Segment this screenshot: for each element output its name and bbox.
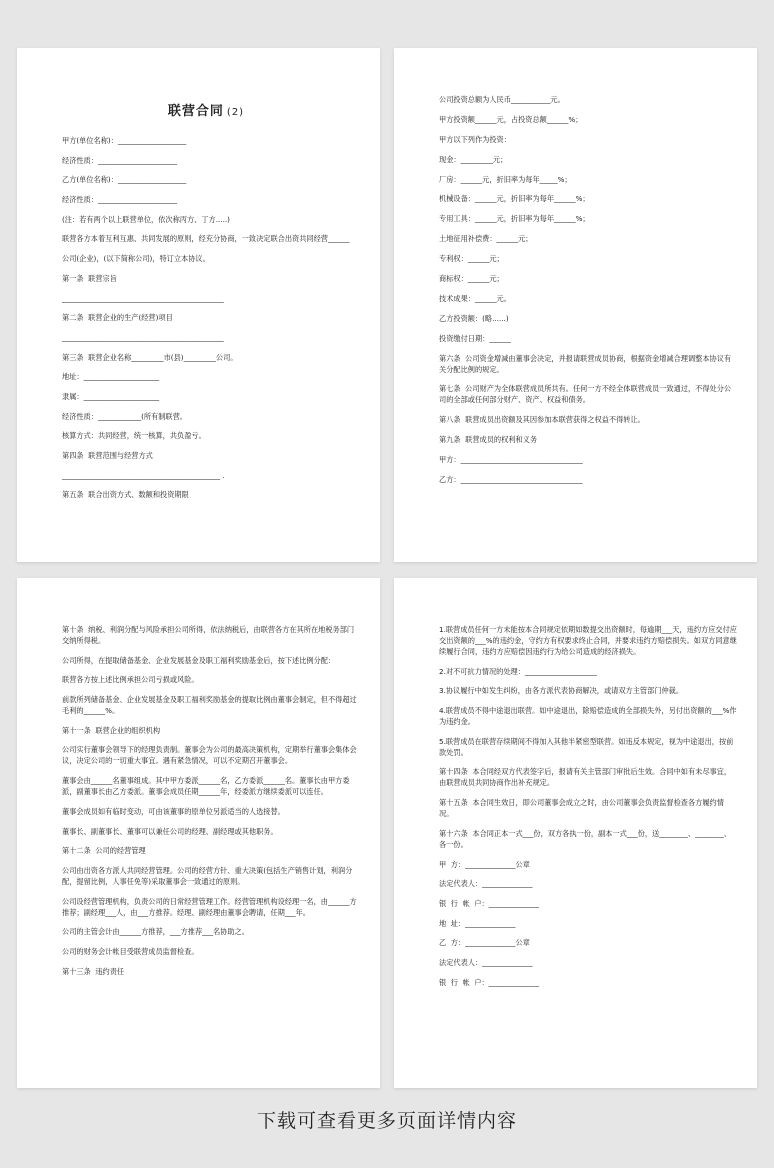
- page-1-body: [62, 135, 360, 500]
- text-line: 公司设经营管理机构，负责公司的日常经营管理工作。经营管理机构设经理一名，由______方推荐；副经理___人，由___方推荐。经理、副经理由董事会聘请，任期___年。: [62, 896, 357, 917]
- text-line: 董事长、副董事长、董事可以兼任公司的经理、副经理或其他职务。: [62, 826, 278, 836]
- text-line: 联营各方按上述比例承担公司亏损或风险。: [62, 675, 199, 685]
- text-line: 5.联营成员在联营存续期间不得加入其他半紧密型联营。如违反本规定，视为中途退出，按前款处罚。: [439, 736, 734, 757]
- text-line: 公司由出资各方派人共同经营管理。公司的经营方针、重大决策(包括生产销售计划，利润分配，提留比例，人事任免等)采取董事会一致通过的原则。: [62, 865, 353, 886]
- text-line: 土地征用补偿费：______元；: [439, 234, 533, 244]
- text-line: 甲方投资额______元，占投资总额______%；: [439, 114, 583, 124]
- text-line: 第五条 联合出资方式、数额和投资期限: [62, 490, 189, 500]
- text-line: 技术成果：______元。: [439, 293, 511, 303]
- text-line: 经济性质：______________________: [62, 195, 178, 205]
- text-line: 第十条 纳税、利润分配与风险承担公司所得，依法纳税后，由联营各方在其所在地税务部门交纳所得税。: [62, 625, 355, 645]
- text-line: 经济性质：____________(所有制联营。: [62, 411, 187, 421]
- page-4-body: [439, 624, 737, 988]
- text-line: 第十五条 本合同生效日，即公司董事会成立之时，由公司董事会负责监督检查各方履约情况。: [439, 798, 724, 819]
- text-line: 现金：_________元；: [439, 154, 508, 164]
- document-page-3: [17, 578, 380, 1088]
- text-line: 第一条 联营宗旨: [62, 273, 117, 283]
- text-line: 核算方式：共同经营，统一核算，共负盈亏。: [62, 431, 206, 441]
- text-line: 3.协议履行中如发生纠纷，由各方派代表协商解决，或请双方主管部门仲裁。: [439, 686, 684, 696]
- contract-title: [52, 100, 360, 119]
- text-line: 公司(企业)，(以下简称公司)，特订立本协议。: [62, 254, 210, 264]
- text-line: 法定代表人：______________: [439, 879, 533, 889]
- text-line: 2.对不可抗力情况的处理：____________________: [439, 666, 597, 676]
- text-line: 第十四条 本合同经双方代表签字后，报请有关主管部门审批后生效。合同中如有未尽事宜，由联营成员共同协商作出补充规定。: [439, 767, 732, 788]
- text-line: 第九条 联营成员的权利和义务: [439, 435, 538, 445]
- document-page-4: [394, 578, 757, 1088]
- text-line: 甲方以下列作为投资：: [439, 134, 511, 144]
- text-line: 第十一条 联营企业的组织机构: [62, 725, 161, 735]
- text-line: 银 行 帐 户：______________: [439, 977, 539, 987]
- text-line: 乙方：__________________________________: [439, 475, 583, 485]
- text-line: 公司的主管会计由______方推荐，___方推荐___名协助之。: [62, 927, 249, 937]
- text-line: 经济性质：______________________: [62, 155, 178, 165]
- text-line: 专用工具：______元，折旧率为每年______%；: [439, 214, 590, 224]
- document-page-2: [394, 48, 757, 562]
- text-line: 董事会由______名董事组成。其中甲方委派______名，乙方委派______名。董事长由甲方委派，副董事长由乙方委派。董事会成员任期______年，经委派方继续委派可以连任。: [62, 776, 350, 797]
- text-line: 乙方(单位名称)：___________________: [62, 175, 187, 185]
- text-line: 银 行 帐 户：______________: [439, 898, 539, 908]
- title-suffix: (2): [226, 107, 245, 118]
- text-line: 第十六条 本合同正本一式___份，双方各执一份，副本一式___份，送________、________、各一份。: [439, 828, 732, 849]
- text-line: 地 址：______________: [439, 918, 516, 928]
- text-line: 甲方：__________________________________: [439, 455, 583, 465]
- text-line: _____________________________________________: [62, 293, 224, 303]
- text-line: 投资缴付日期：______: [439, 333, 511, 343]
- text-line: 第二条 联营企业的生产(经营)项目: [62, 313, 173, 323]
- text-line: 厂房：______元，折旧率为每年_____%；: [439, 174, 572, 184]
- text-line: 第四条 联营范围与经营方式: [62, 451, 153, 460]
- text-line: 4.联营成员不得中途退出联营。如中途退出，除赔偿造成的全部损失外，另付出资额的___%作为违约金。: [439, 706, 737, 727]
- text-line: 地址：_____________________: [62, 372, 160, 382]
- text-line: 第七条 公司财产为全体联营成员所共有。任何一方不经全体联营成员一致通过，不得处分公司的全部或任何部分财产、资产、权益和债务。: [439, 384, 732, 405]
- text-line: 甲 方：______________公章: [439, 859, 530, 869]
- text-line: 公司所得，在提取储备基金、企业发展基金及职工福利奖励基金后，按下述比例分配：: [62, 655, 336, 665]
- text-line: _____________________________________________: [62, 332, 224, 342]
- text-line: 甲方(单位名称)：___________________: [62, 136, 187, 145]
- page-2-body: [439, 94, 737, 485]
- text-line: (注：若有两个以上联营单位，依次称丙方、丁方.....): [62, 214, 230, 224]
- text-line: 第八条 联营成员出资额及其因参加本联营获得之权益不得转让。: [439, 415, 645, 425]
- text-line: 董事会成员如有临时变动，可由该董事的原单位另派适当的人选接替。: [62, 806, 285, 816]
- text-line: ____________________________________________ .: [62, 470, 225, 480]
- text-line: 第十三条 违约责任: [62, 966, 125, 976]
- document-page-1: [17, 48, 380, 562]
- text-line: 公司投资总额为人民币___________元。: [439, 95, 565, 104]
- text-line: 乙 方：______________公章: [439, 938, 530, 948]
- text-line: 公司实行董事会领导下的经理负责制。董事会为公司的最高决策机构，定期举行董事会集体会议，决定公司的一切重大事宜。遇有紧急情况，可以不定期召开董事会。: [62, 745, 357, 766]
- text-line: 第三条 联营企业名称_________市(县)_________公司。: [62, 352, 238, 362]
- text-line: 专利权：______元；: [439, 254, 504, 264]
- text-line: 联营各方本着互利互惠、共同发展的原则，经充分协商，一致决定联合出资共同经营______: [62, 234, 350, 244]
- text-line: 公司的财务会计帐目受联营成员监督检查。: [62, 946, 199, 956]
- text-line: 隶属：_____________________: [62, 391, 160, 401]
- text-line: 前款所列储备基金、企业发展基金及职工福利奖励基金的提取比例由董事会制定，但不得超过毛利的______%。: [62, 695, 357, 716]
- download-more-caption: 下载可查看更多页面详情内容: [256, 1110, 517, 1132]
- text-line: 1.联营成员任何一方未能按本合同规定依期如数提交出资额时，每逾期___天，违约方应交付应交出资额的___%的违约金，守约方有权要求终止合同，并要求违约方赔偿损失。如双方同意继续履行合同，违约方应赔偿因违约行为给公司造成的经济损失。: [439, 625, 737, 656]
- text-line: 第十二条 公司的经营管理: [62, 846, 146, 856]
- text-line: 乙方投资额：(略......): [439, 313, 509, 323]
- text-line: 第六条 公司资金增减由董事会决定，并报请联营成员协商，根据资金增减合理调整本协议有关分配比例的规定。: [439, 353, 732, 374]
- text-line: 法定代表人：______________: [439, 957, 533, 967]
- text-line: 商标权：______元；: [439, 274, 504, 284]
- text-line: 机械设备：______元，折旧率为每年______%；: [439, 194, 590, 204]
- page-3-body: [62, 624, 360, 977]
- title-text: 联营合同: [167, 104, 224, 119]
